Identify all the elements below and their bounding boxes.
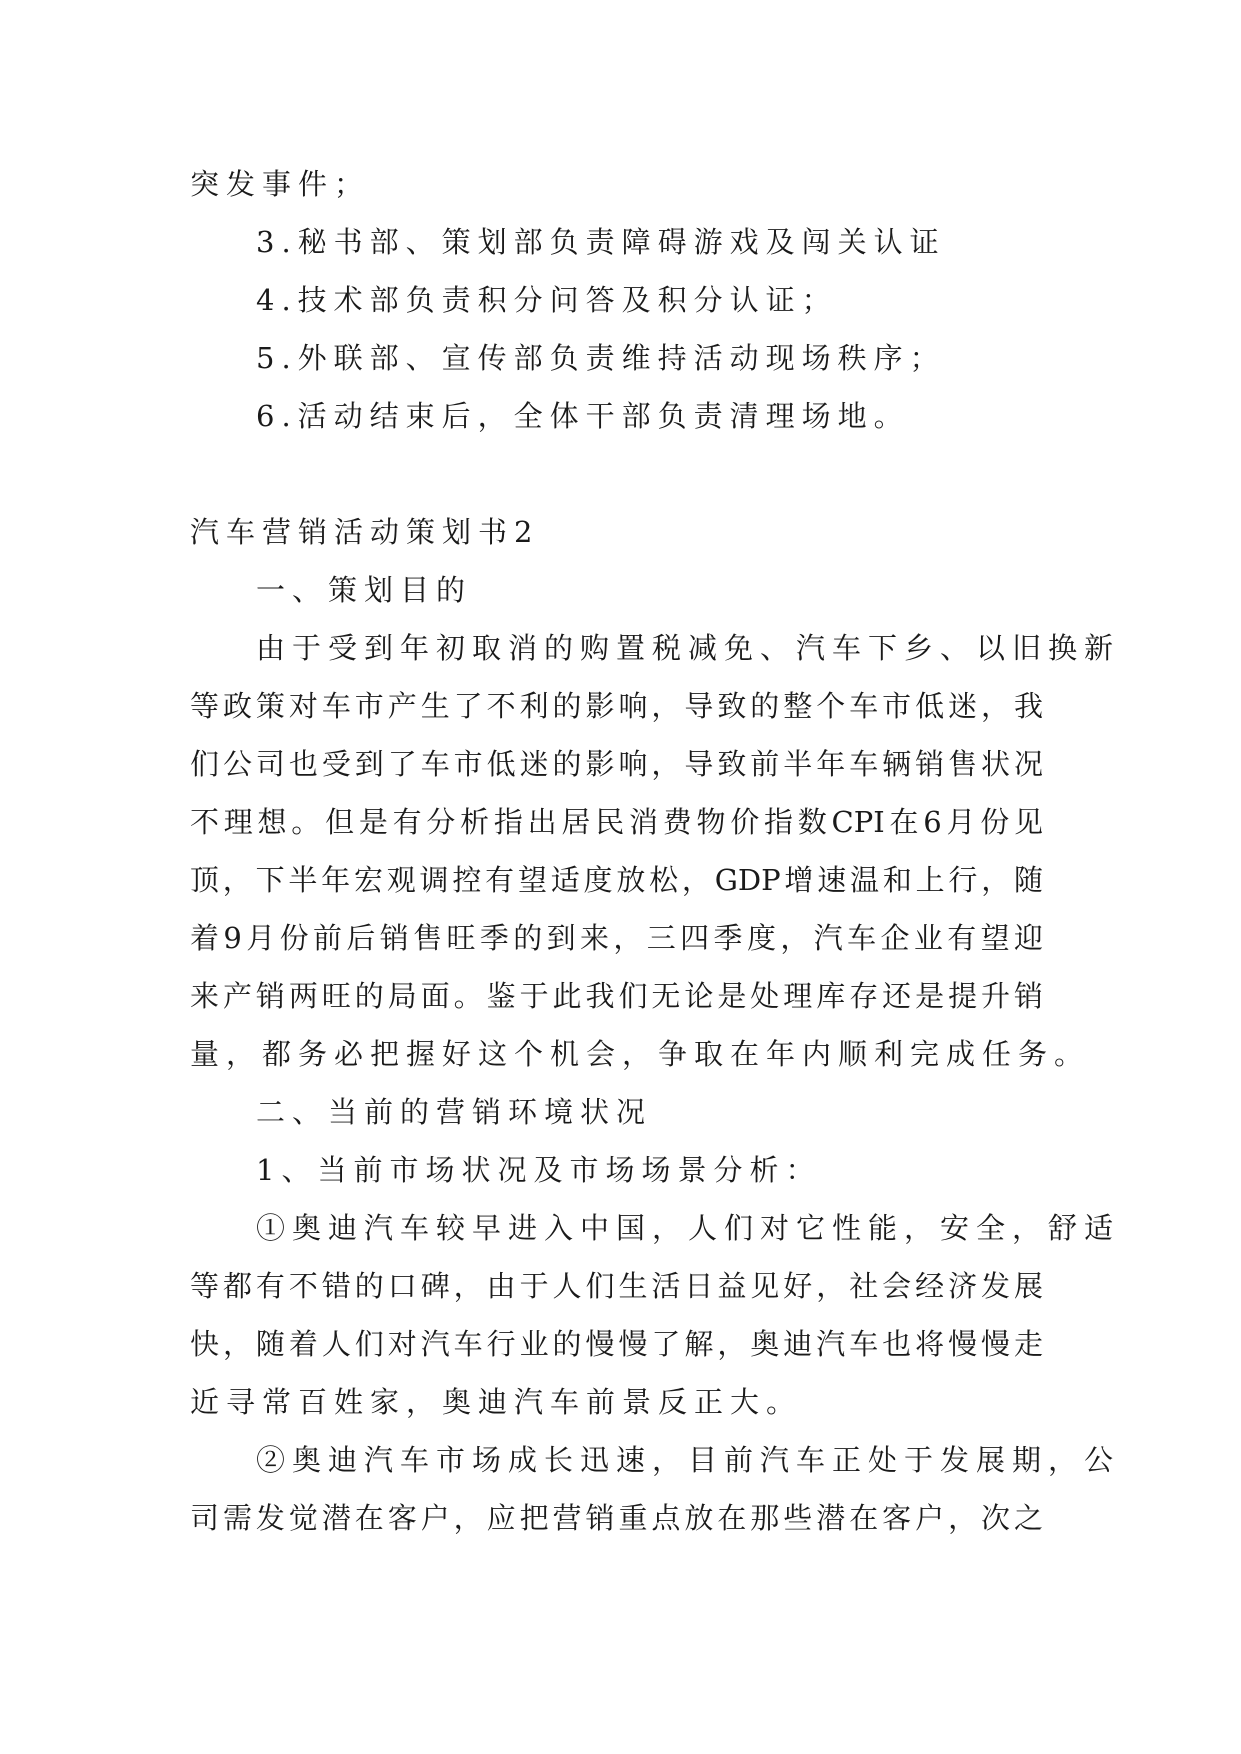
paragraph-line: 量，都务必把握好这个机会，争取在年内顺利完成任务。 xyxy=(190,1037,1091,1071)
paragraph-line: 等都有不错的口碑，由于人们生活日益见好，社会经济发展 xyxy=(190,1269,1043,1303)
text-line-item-3: 3.秘书部、策划部负责障碍游戏及闯关认证 xyxy=(256,225,946,259)
text-line-item-5: 5.外联部、宣传部负责维持活动现场秩序； xyxy=(256,341,946,375)
heading-marketing-environment: 二、当前的营销环境状况 xyxy=(256,1095,653,1129)
paragraph-line: ②奥迪汽车市场成长迅速，目前汽车正处于发展期，公 xyxy=(256,1443,1121,1477)
text-line-item-4: 4.技术部负责积分问答及积分认证； xyxy=(256,283,838,317)
text-line-item-6: 6.活动结束后，全体干部负责清理场地。 xyxy=(256,399,910,433)
paragraph-line: 来产销两旺的局面。鉴于此我们无论是处理库存还是提升销 xyxy=(190,979,1043,1013)
paragraph-line: 由于受到年初取消的购置税减免、汽车下乡、以旧换新 xyxy=(256,631,1121,665)
subheading-market-analysis: 1、当前市场状况及市场场景分析： xyxy=(256,1153,822,1187)
heading-planning-purpose: 一、策划目的 xyxy=(256,573,473,607)
section-title: 汽车营销活动策划书2 xyxy=(190,515,540,549)
text-line-sudden-events: 突发事件； xyxy=(190,167,371,201)
paragraph-line: 不理想。但是有分析指出居民消费物价指数CPI在6月份见 xyxy=(190,805,1043,839)
paragraph-line: 们公司也受到了车市低迷的影响，导致前半年车辆销售状况 xyxy=(190,747,1043,781)
paragraph-line: 近寻常百姓家，奥迪汽车前景反正大。 xyxy=(190,1385,803,1419)
paragraph-line: 着9月份前后销售旺季的到来，三四季度，汽车企业有望迎 xyxy=(190,921,1043,955)
paragraph-line: 司需发觉潜在客户，应把营销重点放在那些潜在客户，次之 xyxy=(190,1501,1043,1535)
paragraph-line: ①奥迪汽车较早进入中国，人们对它性能，安全，舒适 xyxy=(256,1211,1121,1245)
paragraph-line: 顶，下半年宏观调控有望适度放松，GDP增速温和上行，随 xyxy=(190,863,1043,897)
paragraph-line: 快，随着人们对汽车行业的慢慢了解，奥迪汽车也将慢慢走 xyxy=(190,1327,1043,1361)
paragraph-line: 等政策对车市产生了不利的影响，导致的整个车市低迷，我 xyxy=(190,689,1043,723)
